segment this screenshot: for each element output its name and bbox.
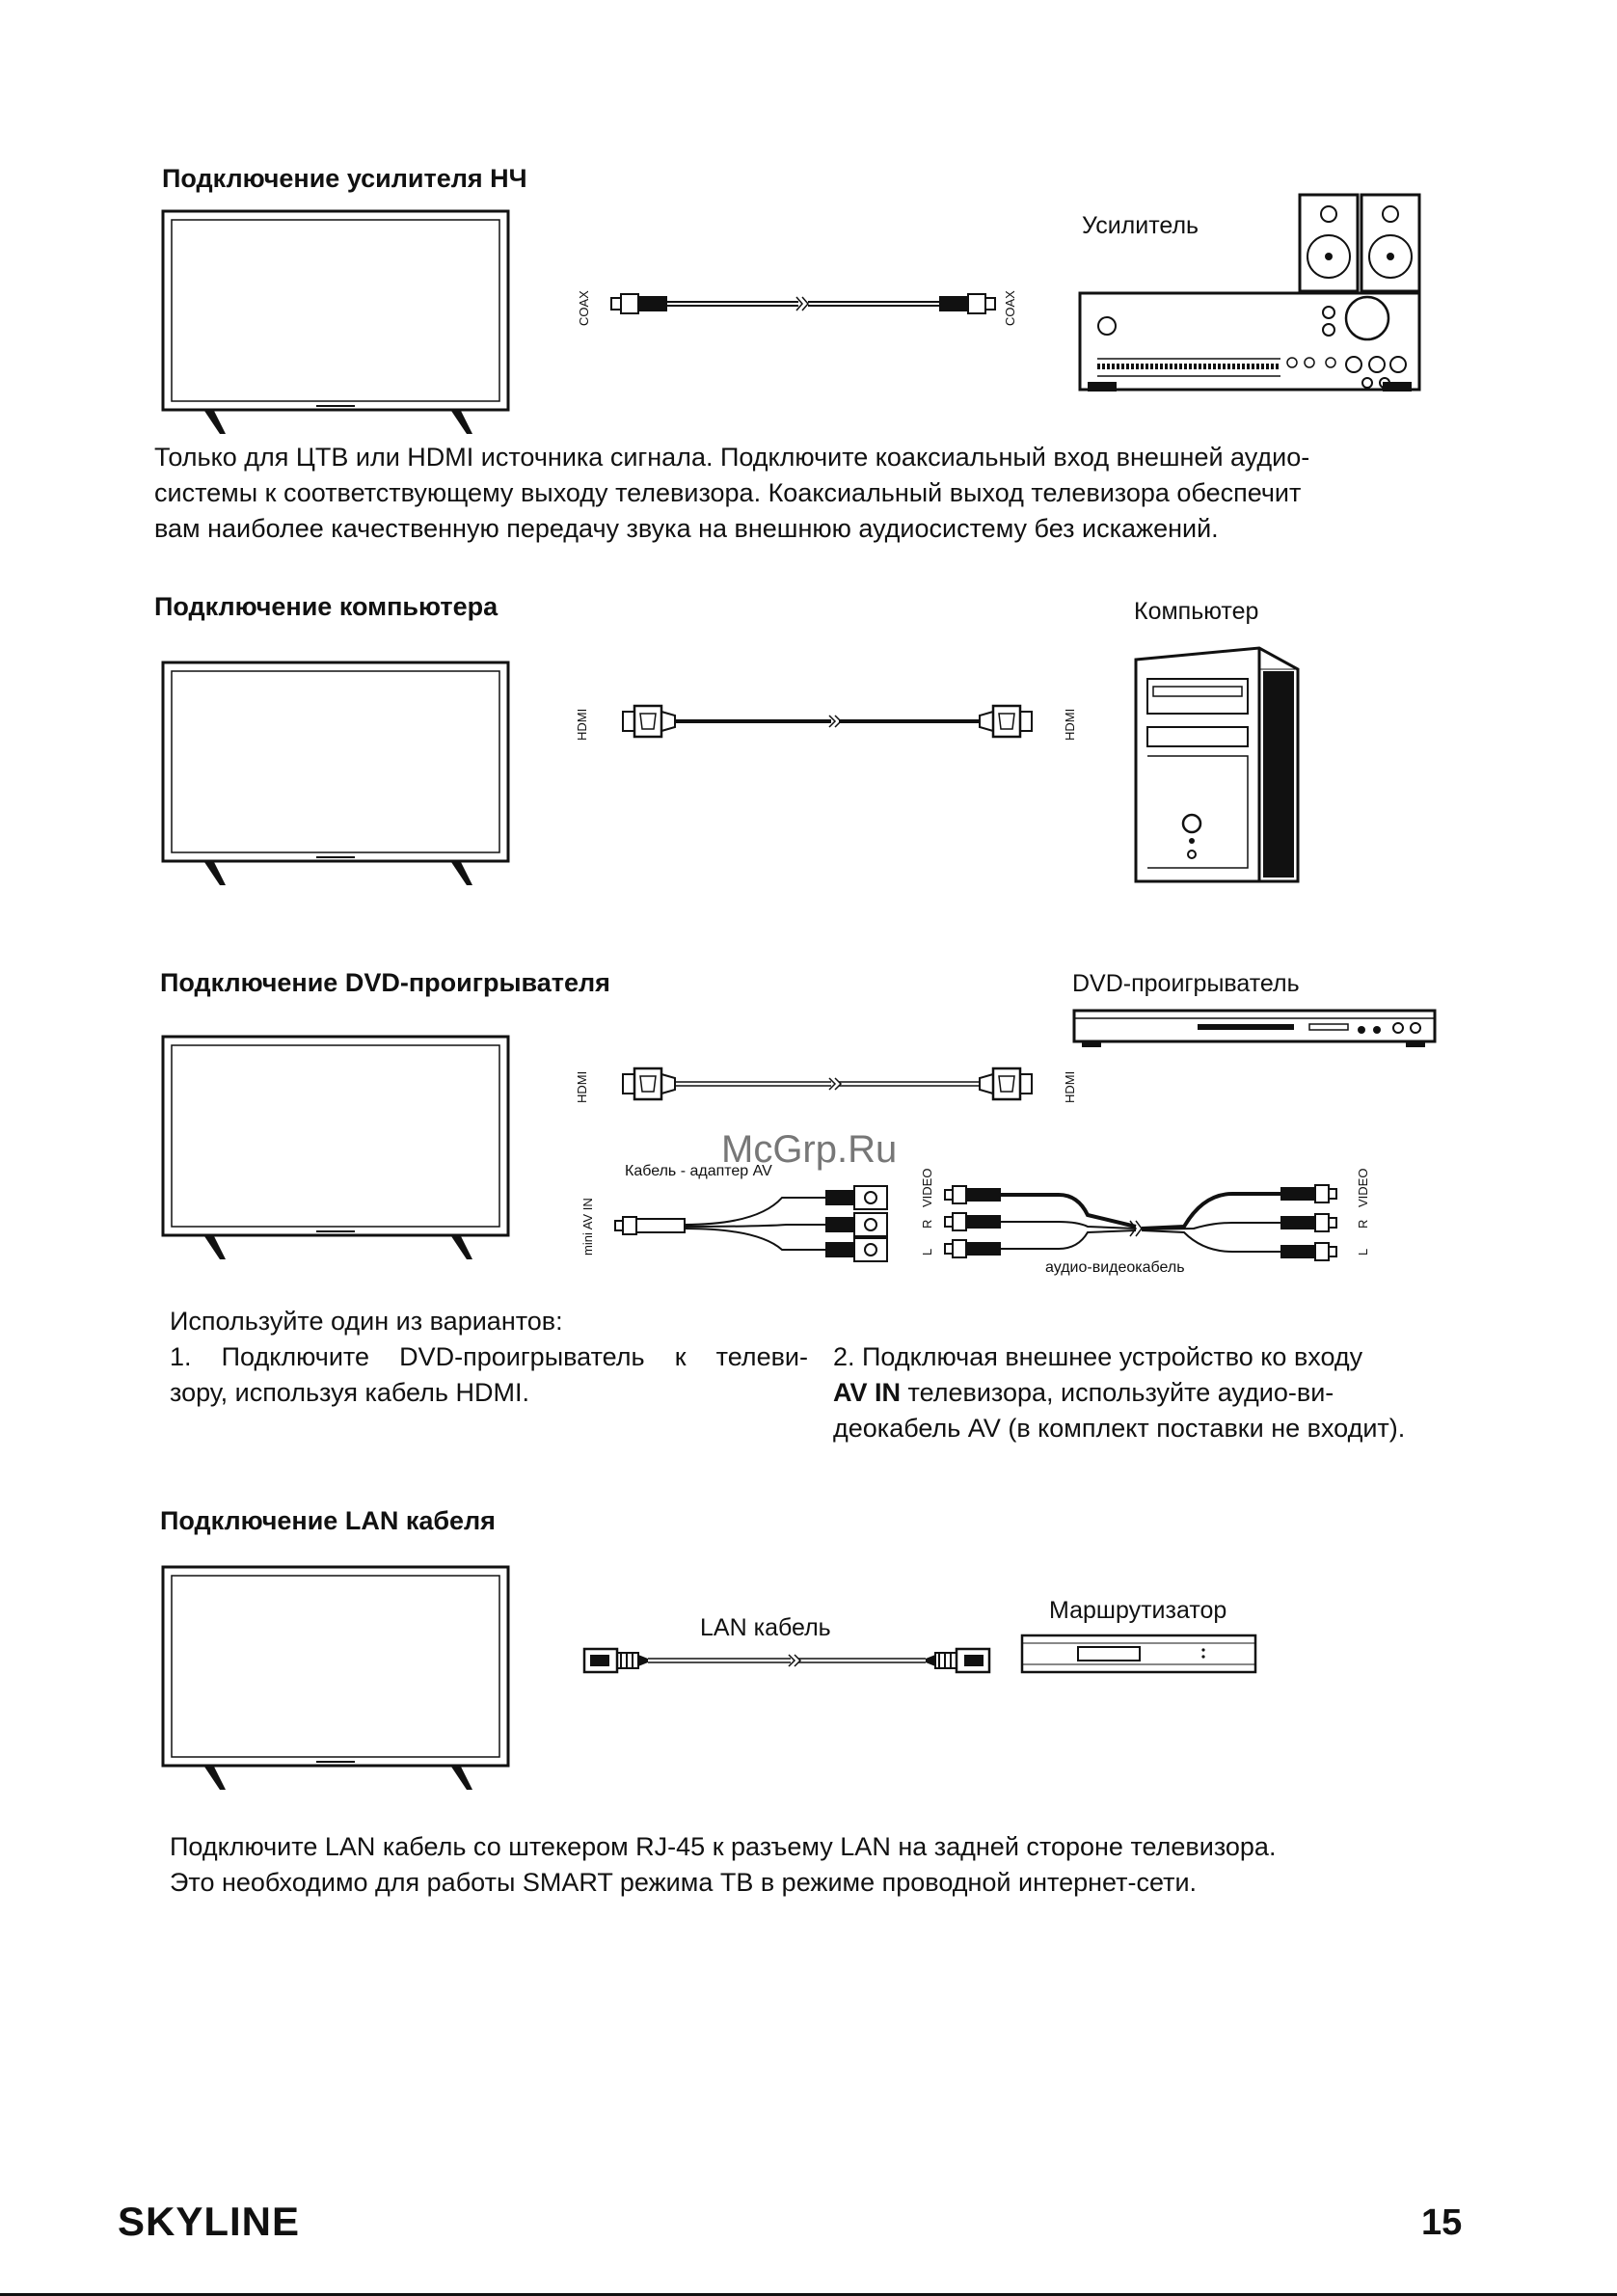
amp-text-line: вам наиболее качественную передачу звука на внешнюю аудиосистему без искажений. xyxy=(154,514,1219,543)
tv-icon xyxy=(162,1566,509,1797)
amplifier-icon xyxy=(1078,193,1425,397)
av-adapter-cable-icon xyxy=(613,1182,903,1269)
section-title-dvd: Подключение DVD-проигрывателя xyxy=(160,968,610,997)
mini-av-label: mini AV IN xyxy=(580,1198,595,1256)
port-label-hdmi-right: HDMI xyxy=(1063,1070,1077,1103)
port-label-coax-right: COAX xyxy=(1003,290,1017,326)
hdmi-cable-icon xyxy=(621,1065,1036,1103)
jack-label-r: R xyxy=(1356,1219,1370,1229)
av-cable-icon xyxy=(943,1176,1348,1273)
jack-label-video: VIDEO xyxy=(920,1168,934,1207)
jack-label-l: L xyxy=(1356,1248,1370,1256)
port-label-hdmi-left: HDMI xyxy=(575,708,589,741)
port-label-hdmi-right: HDMI xyxy=(1063,708,1077,741)
port-label-coax-left: COAX xyxy=(577,290,591,326)
tv-icon xyxy=(162,210,509,442)
coax-cable-icon xyxy=(606,289,1011,318)
lan-cable-icon xyxy=(582,1645,997,1676)
jack-label-video: VIDEO xyxy=(1356,1168,1370,1207)
tv-icon xyxy=(162,1036,509,1267)
section-title-lan: Подключение LAN кабеля xyxy=(160,1506,496,1535)
port-label-hdmi-left: HDMI xyxy=(575,1070,589,1103)
dvd-option-2-line: деокабель AV (в комплект поставки не входит). xyxy=(833,1414,1406,1443)
dvd-player-icon xyxy=(1072,1007,1439,1049)
router-label: Маршрутизатор xyxy=(1049,1597,1227,1624)
av-cable-label: аудио-видеокабель xyxy=(1045,1259,1185,1276)
lan-cable-label: LAN кабель xyxy=(700,1614,831,1641)
lan-text-line: Подключите LAN кабель со штекером RJ-45 к разъему LAN на задней стороне телевизора. xyxy=(170,1832,1277,1861)
watermark: McGrp.Ru xyxy=(721,1128,898,1171)
adapter-cable-label: Кабель - адаптер AV xyxy=(625,1163,772,1179)
dvd-option-2-line: 2. Подключая внешнее устройство ко входу xyxy=(833,1342,1363,1371)
dvd-option-2-line: телевизора, используйте аудио-ви- xyxy=(901,1378,1334,1407)
amplifier-label: Усилитель xyxy=(1082,212,1199,239)
dvd-player-label: DVD-проигрыватель xyxy=(1072,970,1300,997)
amp-text-line: Только для ЦТВ или HDMI источника сигнала. Подключите коаксиальный вход внешней аудио- xyxy=(154,443,1310,472)
av-in-label: AV IN xyxy=(833,1378,902,1407)
hdmi-cable-icon xyxy=(621,702,1036,741)
dvd-intro: Используйте один из вариантов: xyxy=(170,1307,563,1336)
brand-logo: SKYLINE xyxy=(118,2199,301,2244)
tv-icon xyxy=(162,662,509,893)
lan-text-line: Это необходимо для работы SMART режима ТВ в режиме проводной интернет-сети. xyxy=(170,1868,1198,1897)
jack-label-r: R xyxy=(920,1219,934,1229)
computer-tower-icon xyxy=(1134,640,1300,887)
dvd-option-1-line: зору, используя кабель HDMI. xyxy=(170,1378,529,1407)
section-title-pc: Подключение компьютера xyxy=(154,592,499,621)
dvd-option-1-line: 1. Подключите DVD-проигрыватель к телеви- xyxy=(170,1342,808,1371)
section-title-amp: Подключение усилителя НЧ xyxy=(162,164,527,193)
page-number: 15 xyxy=(1421,2202,1463,2243)
amp-text-line: системы к соответствующему выходу телевизора. Коаксиальный выход телевизора обеспечит xyxy=(154,478,1302,507)
router-icon xyxy=(1020,1634,1257,1676)
computer-label: Компьютер xyxy=(1134,598,1259,625)
jack-label-l: L xyxy=(920,1248,934,1256)
